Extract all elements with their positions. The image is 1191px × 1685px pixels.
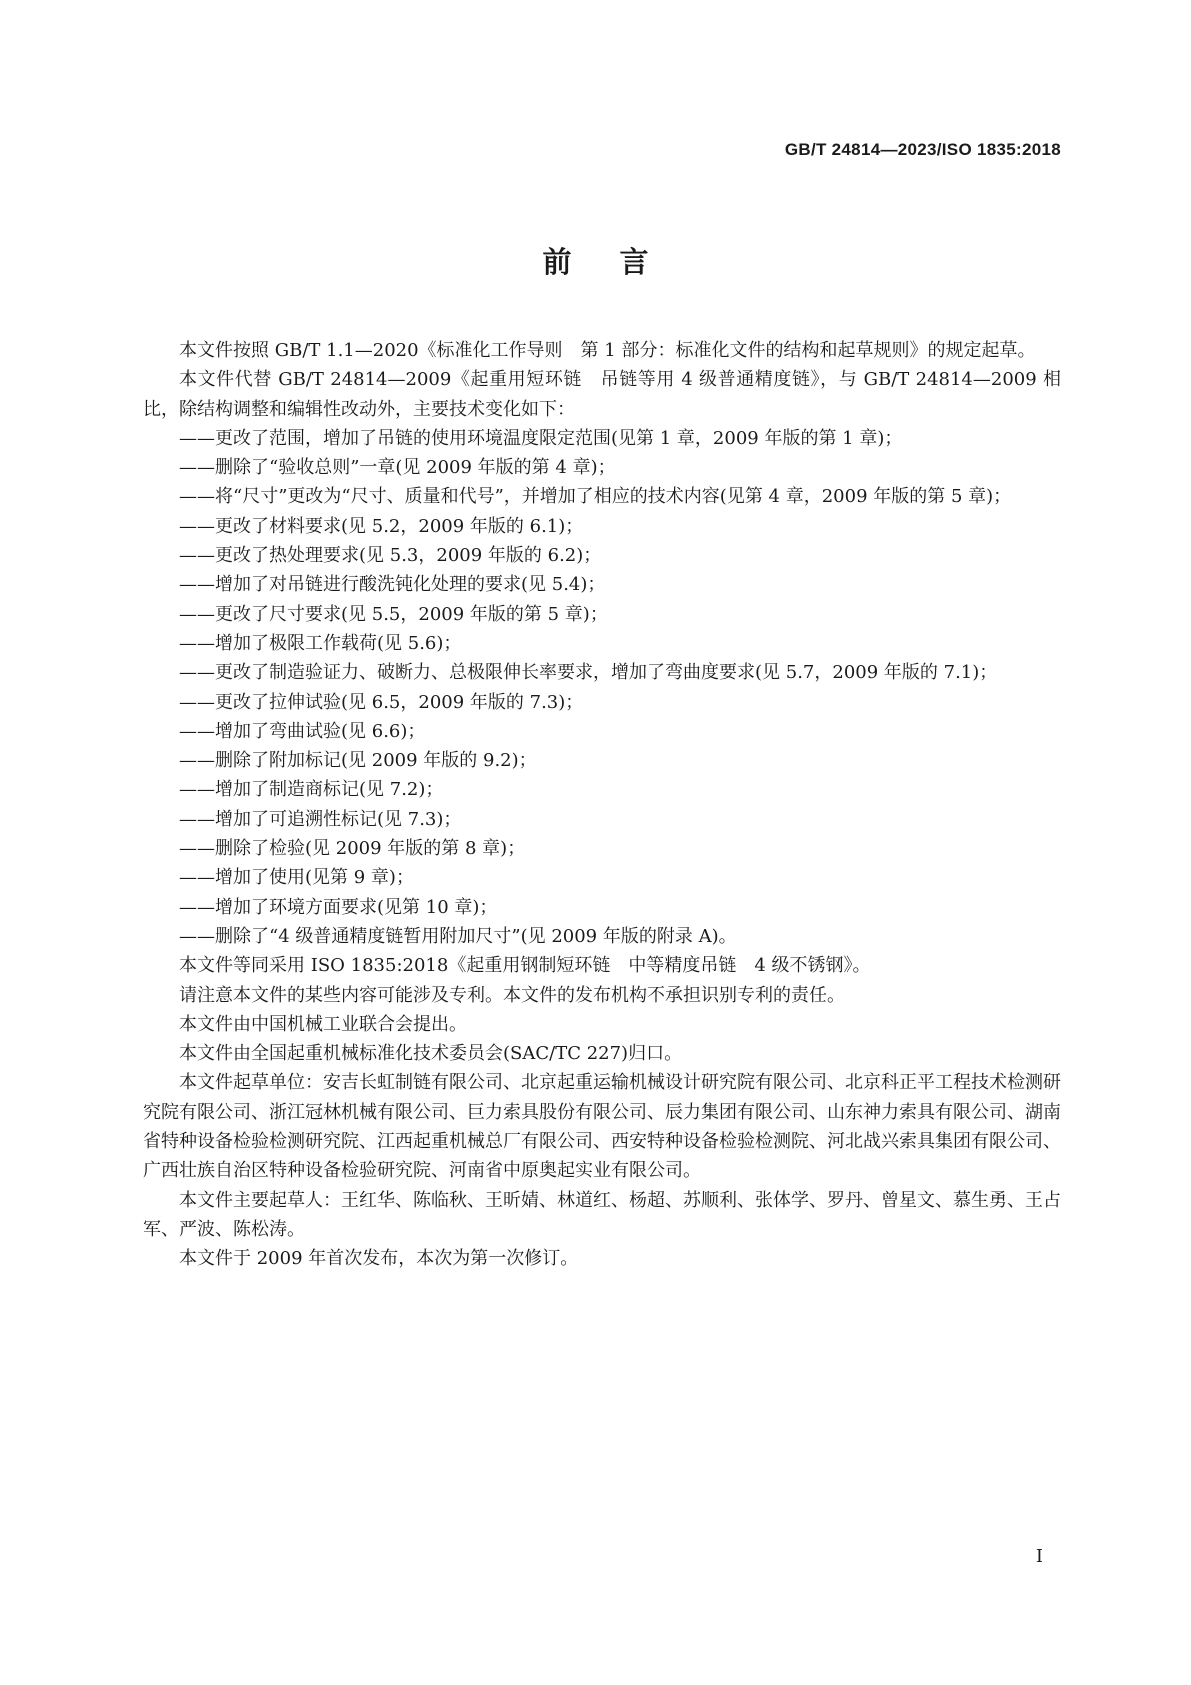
list-item: ——删除了“4 级普通精度链暂用附加尺寸”(见 2009 年版的附录 A)。 — [179, 925, 737, 947]
list-item: ——更改了尺寸要求(见 5.5，2009 年版的第 5 章)； — [179, 603, 608, 625]
list-item: ——增加了对吊链进行酸洗钝化处理的要求(见 5.4)； — [179, 574, 606, 596]
list-item: ——增加了极限工作载荷(见 5.6)； — [179, 632, 462, 654]
standard-code: GB/T 24814—2023/ISO 1835:2018 — [784, 140, 1061, 159]
list-item: ——更改了材料要求(见 5.2，2009 年版的 6.1)； — [179, 515, 584, 537]
list-item: ——更改了制造验证力、破断力、总极限伸长率要求，增加了弯曲度要求(见 5.7，2009 年版的 7.1)； — [179, 662, 998, 684]
list-item: ——增加了制造商标记(见 7.2)； — [179, 779, 444, 801]
paragraph-centralized-by: 本文件由全国起重机械标准化技术委员会(SAC/TC 227)归口。 — [179, 1043, 683, 1065]
paragraph-drafting-units: 本文件起草单位：安吉长虹制链有限公司、北京起重运输机械设计研究院有限公司、北京科正平工程技术检测研究院有限公司、浙江冠林机械有限公司、巨力索具股份有限公司、辰力集团有限公司、山东神力索具有限公司、湖南省特种设备检验检测研究院、江西起重机械总厂有限公司、西安特种设备检验检测院、河北战兴索具集团有限公司、广西壮族自治区特种设备检验研究院、河南省中原奥起实业有限公司。 — [143, 1072, 1061, 1182]
list-item: ——删除了“验收总则”一章(见 2009 年版的第 4 章)； — [179, 457, 616, 479]
page-number: I — [1035, 1546, 1043, 1567]
paragraph-patent-notice: 请注意本文件的某些内容可能涉及专利。本文件的发布机构不承担识别专利的责任。 — [179, 984, 845, 1006]
page-title: 前言 — [542, 245, 697, 279]
paragraph-replacement: 本文件代替 GB/T 24814—2009《起重用短环链 吊链等用 4 级普通精度链》，与 GB/T 24814—2009 相比，除结构调整和编辑性改动外，主要技术变化如下： — [143, 369, 1061, 420]
paragraph-drafting-basis: 本文件按照 GB/T 1.1—2020《标准化工作导则 第 1 部分：标准化文件的结构和起草规则》的规定起草。 — [179, 340, 1036, 361]
list-item: ——将“尺寸”更改为“尺寸、质量和代号”，并增加了相应的技术内容(见第 4 章，2009 年版的第 5 章)； — [179, 486, 1012, 508]
list-item: ——增加了使用(见第 9 章)； — [179, 867, 414, 889]
list-item: ——增加了环境方面要求(见第 10 章)； — [179, 896, 498, 918]
list-item: ——更改了热处理要求(见 5.3，2009 年版的 6.2)； — [179, 545, 602, 567]
list-item: ——增加了弯曲试验(见 6.6)； — [179, 720, 426, 742]
paragraph-proposer: 本文件由中国机械工业联合会提出。 — [179, 1013, 467, 1035]
paragraph-iso-adoption: 本文件等同采用 ISO 1835:2018《起重用钢制短环链 中等精度吊链 4 级不锈钢》。 — [179, 955, 871, 977]
paragraph-history: 本文件于 2009 年首次发布，本次为第一次修订。 — [179, 1248, 579, 1270]
list-item: ——删除了附加标记(见 2009 年版的 9.2)； — [179, 750, 537, 772]
list-item: ——更改了拉伸试验(见 6.5，2009 年版的 7.3)； — [179, 691, 584, 713]
paragraph-drafters: 本文件主要起草人：王红华、陈临秋、王昕婧、林道红、杨超、苏顺利、张体学、罗丹、曾星文、慕生勇、王占军、严波、陈松涛。 — [143, 1189, 1061, 1240]
list-item: ——删除了检验(见 2009 年版的第 8 章)； — [179, 838, 526, 860]
list-item: ——更改了范围，增加了吊链的使用环境温度限定范围(见第 1 章，2009 年版的第 1 章)； — [179, 427, 903, 449]
list-item: ——增加了可追溯性标记(见 7.3)； — [179, 808, 462, 830]
foreword-body — [143, 336, 1061, 1274]
